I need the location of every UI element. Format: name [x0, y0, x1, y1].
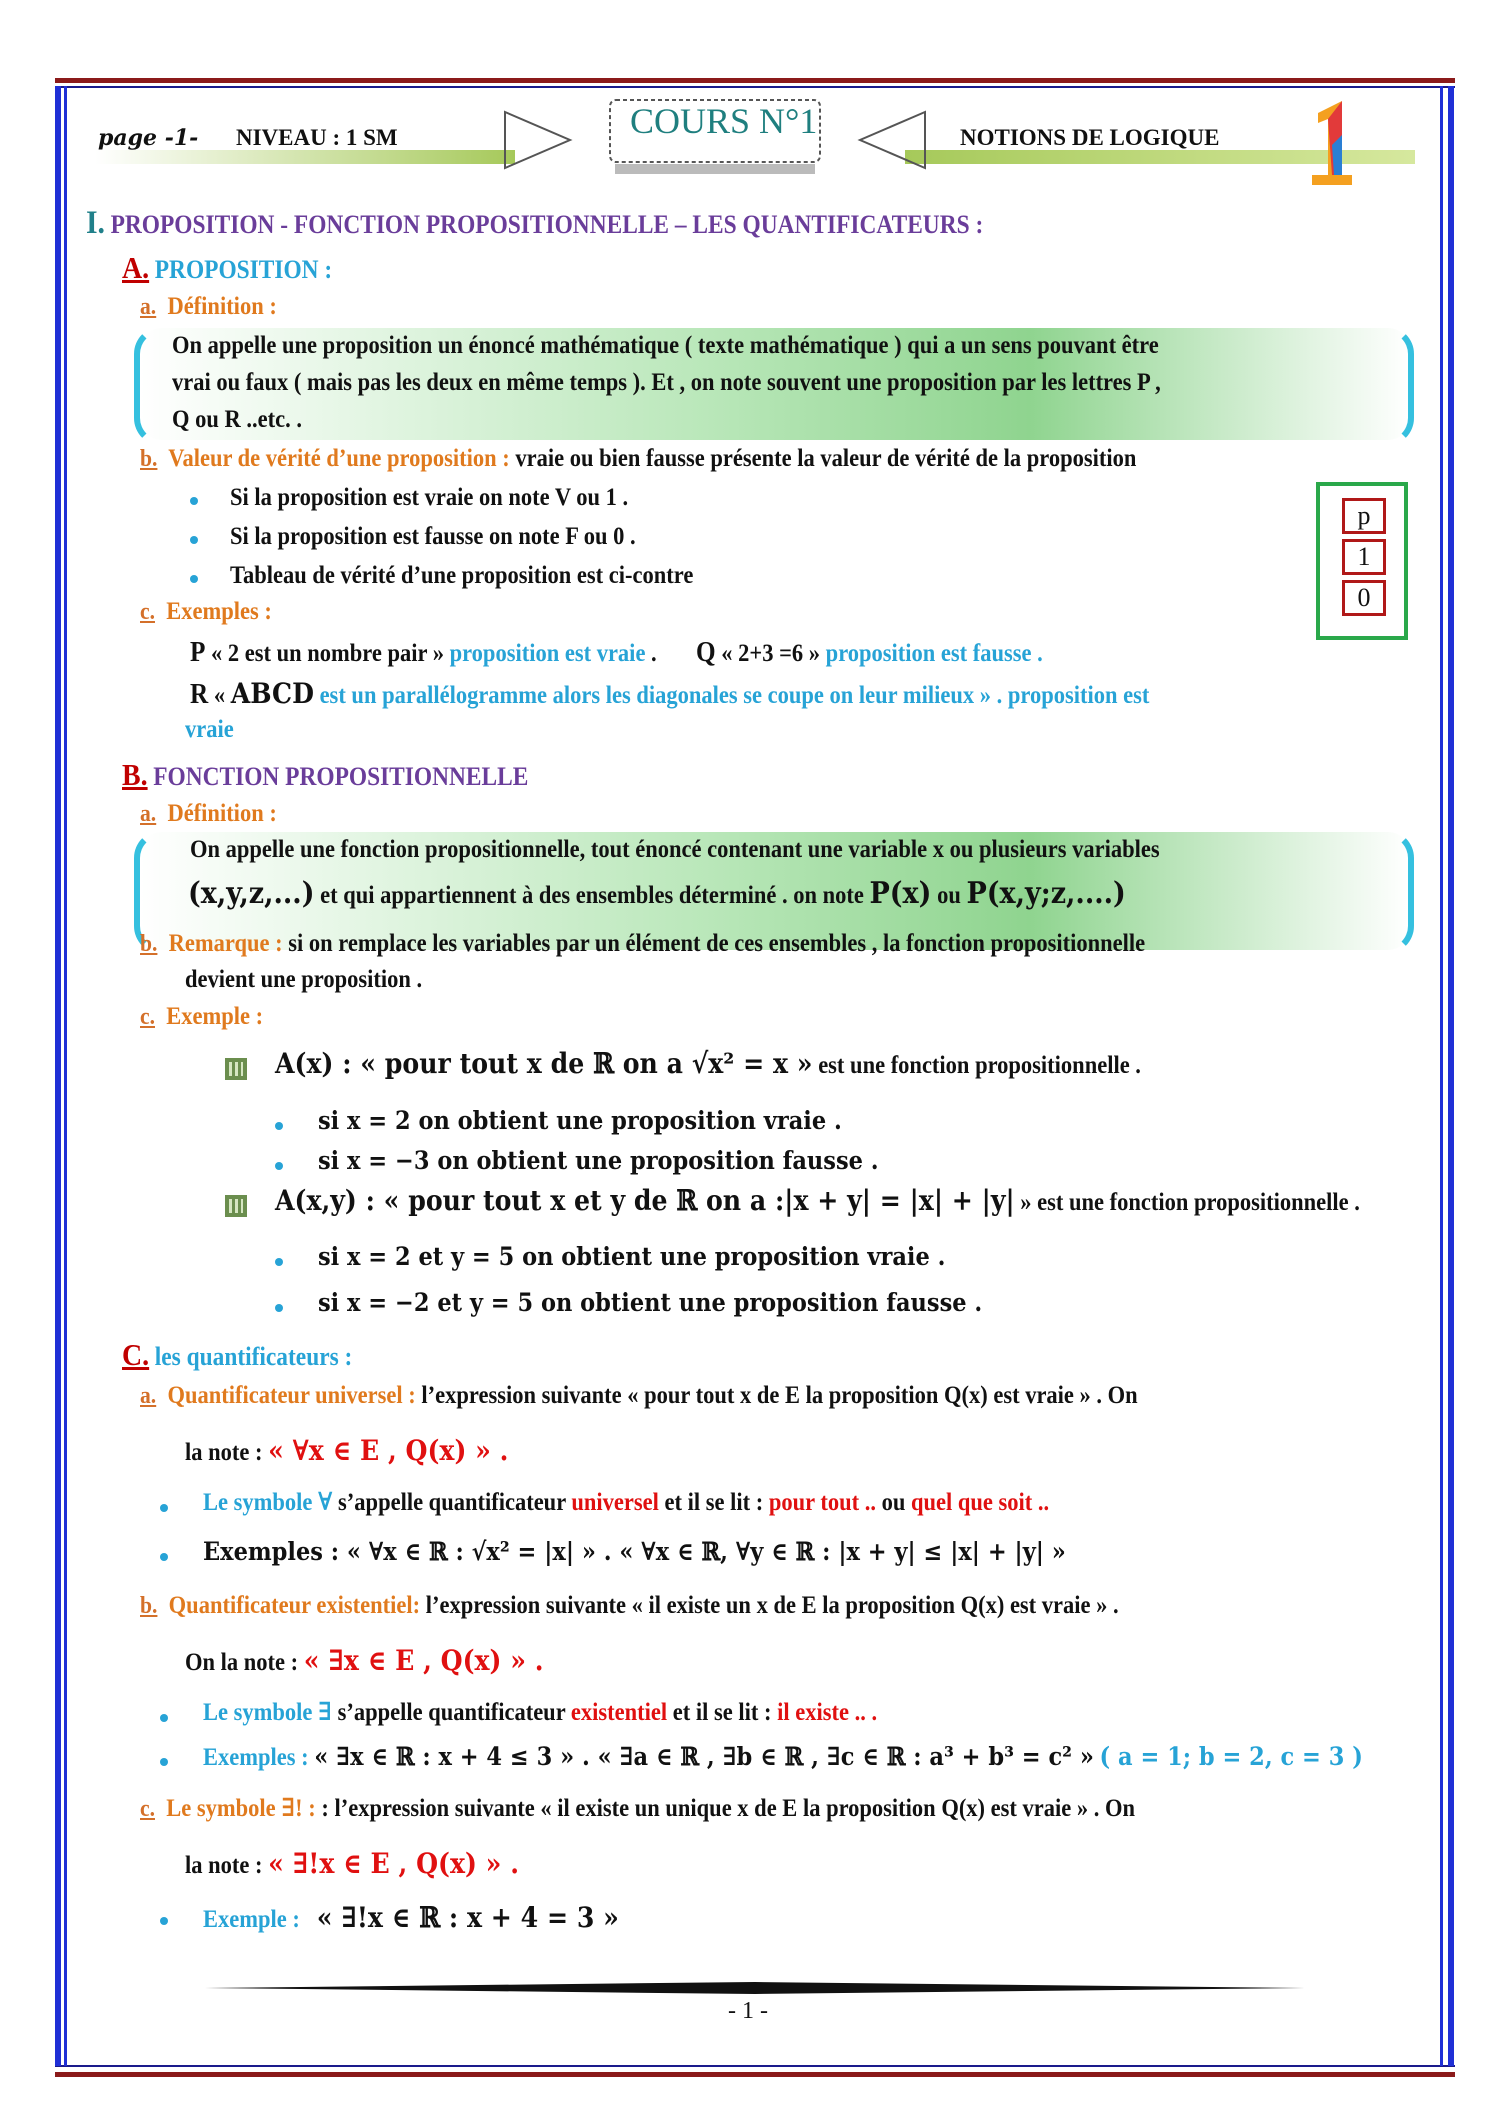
truth-table-true: 1	[1357, 542, 1371, 571]
function-example-1-tail: est une fonction propositionnelle .	[818, 1052, 1141, 1079]
example-p-result: proposition est vraie	[449, 640, 646, 667]
truth-bullet-3: Tableau de vérité d’une proposition est ci-contre	[230, 562, 694, 589]
definition-2-line-1: On appelle une fonction propositionnelle, tout énoncé contenant une variable x ou plusieurs variables	[190, 836, 1160, 863]
unique-example-expr: « ∃!x ∈ ℝ : x + 4 = 3 »	[316, 1901, 619, 1934]
square-bullet-icon	[225, 1195, 247, 1217]
bullet	[160, 1504, 168, 1512]
page-label	[98, 125, 198, 151]
truth-table-cell-0	[1342, 580, 1386, 616]
footer-page-number: - 1 -	[728, 1998, 768, 2024]
unique-heading	[140, 1795, 1135, 1824]
b-definition-label: a.	[140, 801, 157, 827]
definition-2-ou: ou	[937, 882, 961, 909]
existential-note-label: On la note :	[185, 1649, 299, 1676]
remarque-label: b.	[140, 931, 158, 957]
exemple-title: Exemple :	[166, 1003, 264, 1030]
universal-ou: ou	[881, 1489, 906, 1516]
unique-note-expr: « ∃!x ∈ E , Q(x) » .	[268, 1847, 519, 1880]
definition-2-p2: P(x,y;z,....)	[966, 876, 1126, 911]
definition-1-line-2: vrai ou faux ( mais pas les deux en même temps ). Et , on note souvent une proposition par les lettres P ,	[172, 369, 1161, 396]
frame-top-line-2	[55, 86, 1455, 88]
function-example-2	[275, 1185, 1360, 1218]
truth-table-cell-1	[1342, 539, 1386, 575]
frame-left-border-inner	[64, 86, 67, 2066]
example-r-text: est un parallélogramme alors les diagonales se coupe on leur milieux » . proposition est	[319, 682, 1150, 709]
truth-value-label: b.	[140, 446, 158, 472]
a-definition-label: a.	[140, 294, 157, 320]
existential-label: b.	[140, 1593, 158, 1619]
existential-heading	[140, 1592, 1119, 1621]
header-green-bar-left	[95, 150, 515, 164]
example-p-dot: .	[651, 640, 657, 667]
truth-table-cell-header	[1342, 498, 1386, 534]
existential-title: Quantificateur existentiel:	[168, 1592, 421, 1619]
definition-2-text: et qui appartiennent à des ensembles déterminé . on note	[320, 882, 864, 909]
unique-example	[203, 1902, 619, 1935]
truth-table-p: p	[1357, 501, 1371, 530]
page-label-text: page	[98, 125, 158, 151]
example-q-result: proposition est fausse .	[825, 640, 1043, 667]
a-definition-title: Définition :	[167, 293, 277, 320]
remarque-text-2: devient une proposition .	[185, 966, 423, 993]
universal-label: a.	[140, 1383, 157, 1409]
footer-divider	[205, 1982, 1305, 1994]
section-1-number: I.	[86, 205, 105, 241]
universal-examples: Exemples : « ∀x ∈ ℝ : √x² = |x| » . « ∀x ∈ ℝ, ∀y ∈ ℝ : |x + y| ≤ |x| + |y| »	[203, 1537, 1066, 1566]
bullet	[160, 1917, 168, 1925]
existential-symbol-line	[203, 1699, 877, 1728]
truth-bullet-2: Si la proposition est fausse on note F ou 0 .	[230, 523, 636, 550]
example-p-text: « 2 est un nombre pair »	[211, 640, 444, 667]
section-1-title: PROPOSITION - FONCTION PROPOSITIONNELLE – LES QUANTIFICATEURS :	[110, 210, 984, 239]
exemple-heading	[140, 1003, 263, 1032]
function-example-1-case-1: si x = 2 on obtient une proposition vraie .	[318, 1106, 842, 1135]
unique-note-label: la note :	[185, 1852, 263, 1879]
logo-one-icon	[1300, 95, 1360, 190]
universal-title: Quantificateur universel :	[167, 1382, 416, 1409]
truth-value-heading	[140, 445, 1136, 474]
universal-heading	[140, 1382, 1138, 1411]
examples-heading	[140, 598, 272, 627]
bullet	[275, 1258, 283, 1266]
universal-word: universel	[571, 1489, 659, 1516]
function-example-1-case-2: si x = −3 on obtient une proposition fausse .	[318, 1146, 879, 1175]
frame-bottom-line-2	[55, 2065, 1455, 2067]
section-b-letter: B.	[122, 757, 148, 792]
unique-title: Le symbole ∃! :	[166, 1795, 316, 1822]
section-1-heading	[86, 205, 983, 243]
section-b-title: FONCTION PROPOSITIONNELLE	[153, 762, 529, 791]
square-bullet-icon	[225, 1058, 247, 1080]
existential-examples-label: Exemples :	[203, 1744, 309, 1771]
section-b-heading	[122, 757, 528, 793]
universal-symbol: Le symbole ∀	[203, 1489, 333, 1516]
logo-number	[1300, 95, 1360, 190]
universal-text: l’expression suivante « pour tout x de E la proposition Q(x) est vraie » . On	[421, 1382, 1138, 1409]
frame-top-line	[55, 78, 1455, 83]
truth-table-false: 0	[1357, 583, 1371, 612]
bullet	[190, 575, 198, 583]
definition-2-p: P(x)	[869, 876, 932, 911]
universal-symbol-line	[203, 1489, 1049, 1518]
niveau: NIVEAU : 1 SM	[236, 125, 398, 150]
frame-bottom-line	[55, 2072, 1455, 2077]
page-number: -1-	[164, 125, 199, 151]
section-a-heading	[122, 250, 332, 286]
example-r-open: «	[213, 682, 226, 709]
frame-right-border	[1448, 86, 1454, 2066]
function-example-2-tail: » est une fonction propositionnelle .	[1020, 1189, 1360, 1216]
frame-right-border-inner	[1440, 86, 1443, 2066]
bullet	[190, 497, 198, 505]
example-3-row-2: vraie	[185, 716, 234, 743]
unique-label: c.	[140, 1796, 155, 1822]
section-c-title: les quantificateurs :	[154, 1342, 353, 1371]
existential-text: l’expression suivante « il existe un x de E la proposition Q(x) est vraie » .	[425, 1592, 1119, 1619]
bullet	[160, 1553, 168, 1561]
bullet	[190, 536, 198, 544]
unique-text: : l’expression suivante « il existe un unique x de E la proposition Q(x) est vraie » . On	[321, 1795, 1136, 1822]
remarque-text-1: si on remplace les variables par un élément de ces ensembles , la fonction propositionnelle	[288, 930, 1146, 957]
section-a-letter: A.	[122, 250, 150, 285]
definition-2-variables: (x,y,z,...)	[188, 876, 315, 911]
definition-1-line-3: Q ou R ..etc. .	[172, 406, 302, 433]
function-example-1-expr: A(x) : « pour tout x de ℝ on a √x² = x »	[275, 1047, 813, 1080]
section-a-title: PROPOSITION :	[154, 255, 333, 284]
existential-symbol: Le symbole ∃	[203, 1699, 332, 1726]
header-title: NOTIONS DE LOGIQUE	[960, 125, 1220, 150]
section-c-letter: C.	[122, 1337, 150, 1372]
example-r-abcd: ABCD	[230, 677, 314, 710]
universal-read: et il se lit :	[664, 1489, 764, 1516]
example-q: Q	[696, 637, 716, 668]
universal-quel-que-soit: quel que soit ..	[910, 1489, 1050, 1516]
function-example-1	[275, 1048, 1141, 1081]
existential-symbol-text: s’appelle quantificateur	[337, 1699, 566, 1726]
a-definition-heading	[140, 293, 277, 322]
universal-pour-tout: pour tout ..	[768, 1489, 876, 1516]
example-p: P	[190, 637, 206, 668]
function-example-2-expr: A(x,y) : « pour tout x et y de ℝ on a :|x + y| = |x| + |y|	[275, 1184, 1015, 1217]
existential-read: et il se lit :	[672, 1699, 772, 1726]
function-example-2-case-1: si x = 2 et y = 5 on obtient une proposition vraie .	[318, 1242, 946, 1271]
frame-left-border	[55, 86, 61, 2066]
function-example-2-case-2: si x = −2 et y = 5 on obtient une proposition fausse .	[318, 1288, 983, 1317]
definition-1-line-1: On appelle une proposition un énoncé mathématique ( texte mathématique ) qui a un sens pouvant être	[172, 332, 1159, 359]
existential-note-expr: « ∃x ∈ E , Q(x) » .	[303, 1644, 544, 1677]
existential-il-existe: il existe .. .	[777, 1699, 878, 1726]
universal-note-expr: « ∀x ∈ E , Q(x) » .	[268, 1434, 509, 1467]
existential-examples	[203, 1743, 1363, 1773]
bullet	[160, 1714, 168, 1722]
bullet	[160, 1758, 168, 1766]
examples-label: c.	[140, 599, 155, 625]
truth-table	[1316, 482, 1408, 640]
b-definition-heading	[140, 800, 277, 829]
example-3-row	[190, 678, 1149, 711]
bullet	[275, 1162, 283, 1170]
remarque-title: Remarque :	[168, 930, 283, 957]
truth-bullet-1: Si la proposition est vraie on note V ou 1 .	[230, 484, 629, 511]
universal-note-label: la note :	[185, 1439, 263, 1466]
definition-2-line-2	[188, 877, 1126, 912]
existential-word: existentiel	[570, 1699, 668, 1726]
existential-note	[185, 1645, 544, 1678]
existential-examples-paren: ( a = 1; b = 2, c = 3 )	[1099, 1742, 1363, 1771]
truth-value-text: vraie ou bien fausse présente la valeur de vérité de la proposition	[515, 445, 1137, 472]
remarque-heading	[140, 930, 1145, 959]
cours-title: COURS N°1	[630, 101, 818, 141]
unique-example-label: Exemple :	[203, 1906, 300, 1933]
exemple-label: c.	[140, 1004, 155, 1030]
b-definition-title: Définition :	[167, 800, 277, 827]
examples-title: Exemples :	[166, 598, 272, 625]
example-q-text: « 2+3 =6 »	[721, 640, 821, 667]
bullet	[275, 1304, 283, 1312]
truth-value-title: Valeur de vérité d’une proposition :	[168, 445, 510, 472]
bullet	[275, 1122, 283, 1130]
universal-note	[185, 1435, 508, 1468]
example-r: R	[190, 679, 209, 710]
universal-symbol-text: s’appelle quantificateur	[338, 1489, 566, 1516]
existential-examples-expr: « ∃x ∈ ℝ : x + 4 ≤ 3 » . « ∃a ∈ ℝ , ∃b ∈ ℝ , ∃c ∈ ℝ : a³ + b³ = c² »	[314, 1742, 1094, 1771]
section-c-heading	[122, 1337, 352, 1373]
example-1-row	[190, 637, 1043, 669]
unique-note	[185, 1848, 519, 1881]
